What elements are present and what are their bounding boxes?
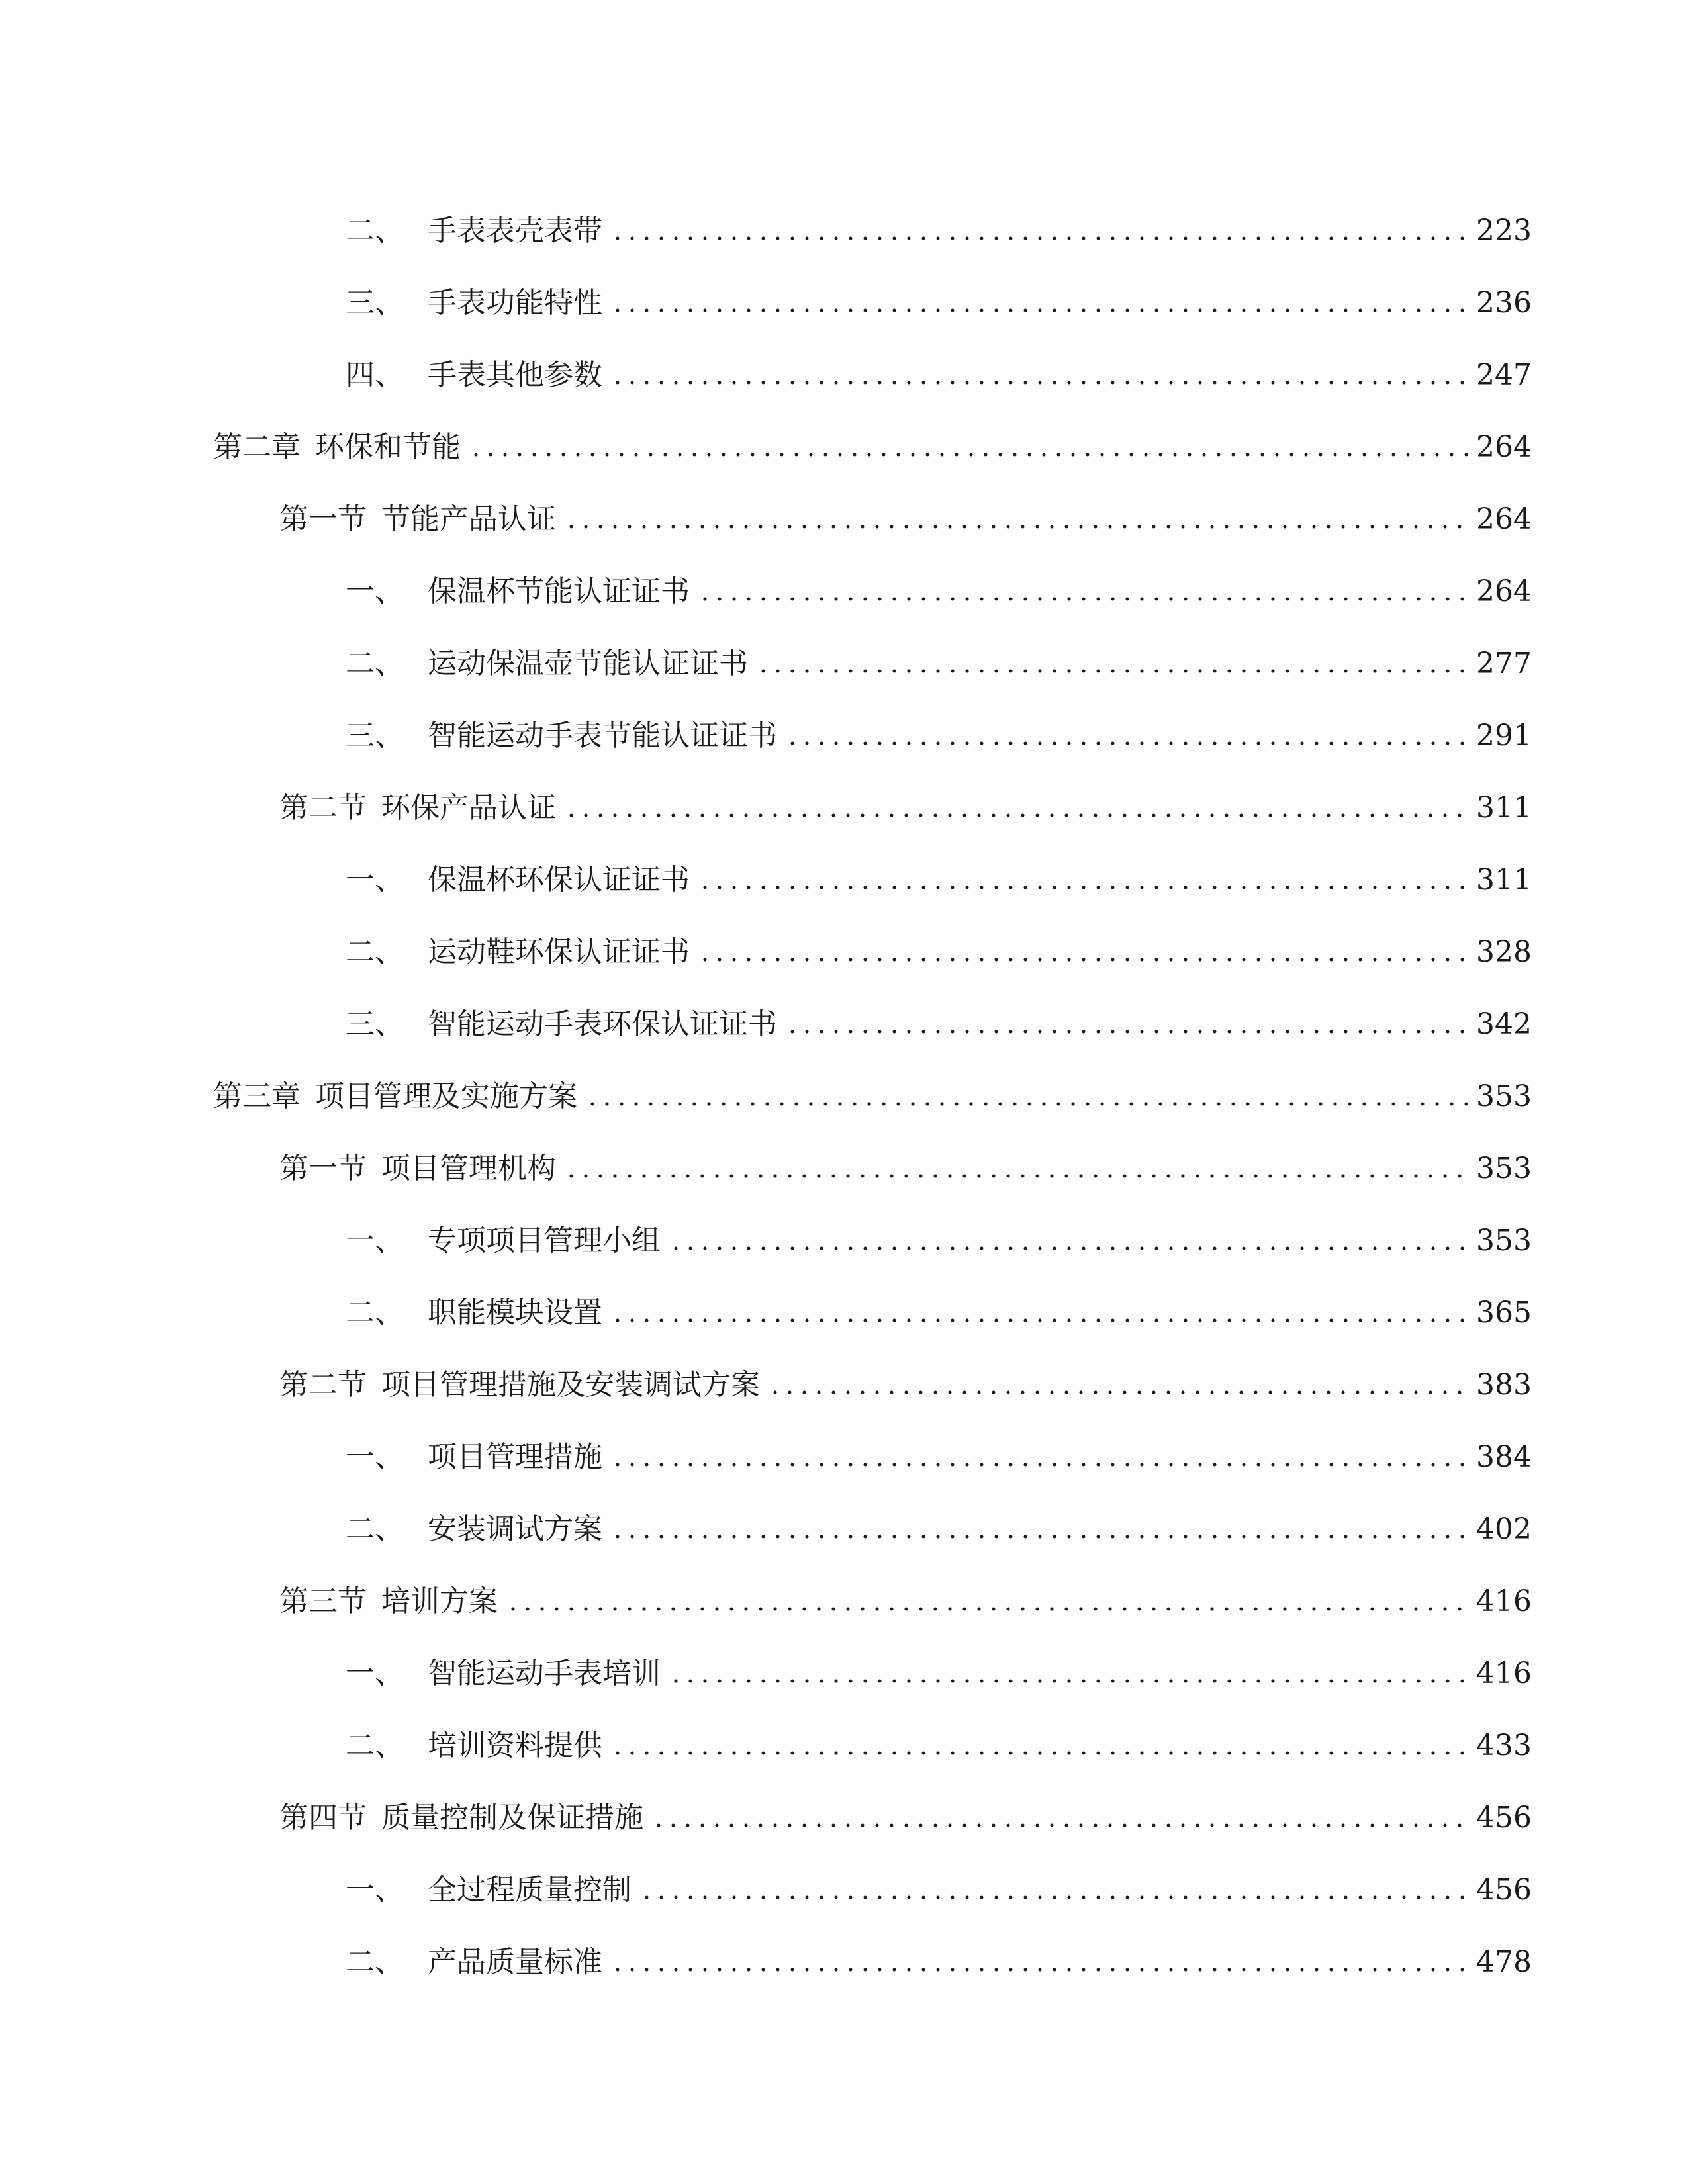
- toc-entry-page-number: 311: [1476, 862, 1532, 897]
- toc-entry-page-number: 247: [1476, 357, 1532, 392]
- toc-entry-number: 一、: [346, 1656, 404, 1690]
- toc-entry-title: 环保产品认证: [381, 790, 556, 825]
- toc-entry-page-number: 342: [1476, 1007, 1532, 1041]
- toc-entry-heading: [346, 1656, 661, 1690]
- toc-entry-heading: [346, 1728, 602, 1762]
- toc-entry-number: 二、: [346, 213, 404, 248]
- toc-entry-heading: [346, 1944, 602, 1979]
- toc-dot-leader: [584, 1082, 1471, 1111]
- toc-entry-number: 二、: [346, 1295, 404, 1330]
- toc-dot-leader: [563, 505, 1471, 534]
- toc-entry-title: 全过程质量控制: [428, 1872, 632, 1907]
- toc-dot-leader: [609, 1948, 1471, 1977]
- toc-entry-number: 第二章: [213, 430, 301, 464]
- toc-entry-page-number: 456: [1476, 1800, 1532, 1835]
- toc-entry-page-number: 433: [1476, 1728, 1532, 1762]
- toc-entry-number: 一、: [346, 1439, 404, 1474]
- toc-entry-title: 保温杯环保认证证书: [428, 862, 690, 897]
- toc-entry-item[interactable]: [0, 1421, 1688, 1493]
- toc-entry-page-number: 291: [1476, 718, 1532, 752]
- toc-entry-page-number: 365: [1476, 1295, 1532, 1330]
- toc-entry-page-number: 264: [1476, 502, 1532, 536]
- toc-entry-heading: [279, 1367, 760, 1402]
- toc-dot-leader: [696, 938, 1471, 967]
- toc-entry-section[interactable]: [0, 772, 1688, 844]
- toc-entry-heading: [346, 1223, 661, 1257]
- toc-dot-leader: [609, 1443, 1471, 1472]
- toc-entry-section[interactable]: [0, 1132, 1688, 1205]
- toc-entry-item[interactable]: [0, 1709, 1688, 1782]
- toc-entry-heading: [346, 285, 602, 320]
- toc-entry-heading: [279, 790, 556, 825]
- toc-dot-leader: [609, 1515, 1471, 1544]
- toc-entry-heading: [279, 502, 556, 536]
- toc-entry-heading: [279, 1800, 643, 1835]
- toc-entry-number: 二、: [346, 1944, 404, 1979]
- toc-entry-item[interactable]: [0, 916, 1688, 988]
- toc-entry-number: 二、: [346, 646, 404, 680]
- toc-entry-item[interactable]: [0, 1277, 1688, 1349]
- toc-entry-section[interactable]: [0, 1782, 1688, 1854]
- toc-dot-leader: [667, 1659, 1471, 1688]
- toc-entry-section[interactable]: [0, 483, 1688, 555]
- toc-dot-leader: [784, 1010, 1471, 1039]
- toc-entry-page-number: 353: [1476, 1223, 1532, 1257]
- toc-entry-item[interactable]: [0, 700, 1688, 772]
- toc-entry-heading: [346, 213, 602, 248]
- toc-entry-number: 二、: [346, 1728, 404, 1762]
- toc-entry-page-number: 416: [1476, 1584, 1532, 1618]
- toc-entry-title: 产品质量标准: [428, 1944, 602, 1979]
- toc-entry-title: 环保和节能: [315, 430, 461, 464]
- toc-dot-leader: [609, 1298, 1471, 1328]
- toc-entry-heading: [279, 1151, 556, 1185]
- toc-dot-leader: [563, 794, 1471, 823]
- toc-entry-title: 质量控制及保证措施: [381, 1800, 643, 1835]
- toc-entry-item[interactable]: [0, 339, 1688, 411]
- toc-entry-number: 一、: [346, 574, 404, 608]
- toc-entry-title: 保温杯节能认证证书: [428, 574, 690, 608]
- toc-entry-number: 三、: [346, 718, 404, 752]
- toc-entry-item[interactable]: [0, 1493, 1688, 1565]
- toc-entry-page-number: 478: [1476, 1944, 1532, 1979]
- toc-entry-heading: [346, 934, 690, 969]
- toc-entry-number: 第三章: [213, 1079, 301, 1113]
- toc-entry-title: 运动保温壶节能认证证书: [428, 646, 748, 680]
- toc-dot-leader: [650, 1803, 1471, 1833]
- toc-entry-heading: [346, 862, 690, 897]
- toc-entry-heading: [346, 357, 602, 392]
- toc-entry-title: 项目管理措施: [428, 1439, 602, 1474]
- toc-dot-leader: [755, 649, 1471, 678]
- toc-entry-item[interactable]: [0, 1205, 1688, 1277]
- toc-dot-leader: [609, 289, 1471, 318]
- toc-entry-chapter[interactable]: [0, 1060, 1688, 1132]
- toc-entry-page-number: 328: [1476, 934, 1532, 969]
- toc-entry-item[interactable]: [0, 195, 1688, 267]
- toc-entry-number: 第二节: [279, 790, 367, 825]
- toc-dot-leader: [504, 1587, 1471, 1616]
- toc-entry-heading: [346, 1007, 777, 1041]
- toc-entry-title: 项目管理机构: [381, 1151, 556, 1185]
- toc-entry-section[interactable]: [0, 1565, 1688, 1637]
- toc-entry-title: 培训方案: [381, 1584, 498, 1618]
- toc-entry-item[interactable]: [0, 844, 1688, 916]
- toc-entry-heading: [213, 430, 461, 464]
- toc-dot-leader: [696, 866, 1471, 895]
- toc-entry-number: 第三节: [279, 1584, 367, 1618]
- table-of-contents: [0, 195, 1688, 1998]
- toc-dot-leader: [467, 433, 1471, 462]
- toc-entry-page-number: 264: [1476, 430, 1532, 464]
- toc-entry-heading: [279, 1584, 498, 1618]
- toc-entry-item[interactable]: [0, 988, 1688, 1060]
- toc-dot-leader: [767, 1371, 1471, 1400]
- toc-dot-leader: [609, 1731, 1471, 1760]
- toc-entry-heading: [346, 1439, 602, 1474]
- toc-entry-number: 第二节: [279, 1367, 367, 1402]
- toc-entry-heading: [346, 1872, 632, 1907]
- toc-entry-item[interactable]: [0, 627, 1688, 700]
- toc-dot-leader: [667, 1226, 1471, 1255]
- toc-entry-title: 智能运动手表环保认证证书: [428, 1007, 777, 1041]
- toc-entry-number: 四、: [346, 357, 404, 392]
- toc-entry-title: 手表其他参数: [428, 357, 602, 392]
- toc-entry-item[interactable]: [0, 1854, 1688, 1926]
- toc-dot-leader: [609, 216, 1471, 246]
- toc-entry-number: 第一节: [279, 502, 367, 536]
- toc-dot-leader: [696, 577, 1471, 606]
- toc-entry-chapter[interactable]: [0, 411, 1688, 483]
- toc-entry-number: 三、: [346, 285, 404, 320]
- toc-entry-title: 培训资料提供: [428, 1728, 602, 1762]
- toc-entry-heading: [213, 1079, 577, 1113]
- toc-entry-page-number: 456: [1476, 1872, 1532, 1907]
- toc-entry-title: 手表功能特性: [428, 285, 602, 320]
- toc-entry-number: 二、: [346, 1512, 404, 1546]
- toc-entry-title: 智能运动手表节能认证证书: [428, 718, 777, 752]
- toc-entry-number: 一、: [346, 1223, 404, 1257]
- toc-entry-title: 运动鞋环保认证证书: [428, 934, 690, 969]
- toc-entry-title: 专项项目管理小组: [428, 1223, 661, 1257]
- toc-entry-item[interactable]: [0, 555, 1688, 627]
- toc-entry-title: 节能产品认证: [381, 502, 556, 536]
- toc-entry-heading: [346, 718, 777, 752]
- toc-entry-number: 一、: [346, 862, 404, 897]
- toc-entry-title: 项目管理措施及安装调试方案: [381, 1367, 760, 1402]
- toc-entry-page-number: 264: [1476, 574, 1532, 608]
- toc-entry-title: 职能模块设置: [428, 1295, 602, 1330]
- toc-entry-number: 第一节: [279, 1151, 367, 1185]
- toc-entry-title: 手表表壳表带: [428, 213, 602, 248]
- toc-entry-page-number: 416: [1476, 1656, 1532, 1690]
- toc-dot-leader: [638, 1876, 1471, 1905]
- toc-entry-number: 一、: [346, 1872, 404, 1907]
- toc-entry-page-number: 384: [1476, 1439, 1532, 1474]
- toc-entry-page-number: 353: [1476, 1079, 1532, 1113]
- toc-entry-number: 二、: [346, 934, 404, 969]
- toc-entry-heading: [346, 1295, 602, 1330]
- toc-entry-page-number: 311: [1476, 790, 1532, 825]
- toc-entry-title: 项目管理及实施方案: [315, 1079, 577, 1113]
- toc-entry-page-number: 402: [1476, 1512, 1532, 1546]
- toc-entry-item[interactable]: [0, 267, 1688, 339]
- toc-entry-number: 三、: [346, 1007, 404, 1041]
- toc-entry-section[interactable]: [0, 1349, 1688, 1421]
- toc-entry-page-number: 383: [1476, 1367, 1532, 1402]
- toc-entry-heading: [346, 574, 690, 608]
- toc-entry-title: 安装调试方案: [428, 1512, 602, 1546]
- toc-entry-heading: [346, 646, 748, 680]
- toc-entry-heading: [346, 1512, 602, 1546]
- toc-entry-number: 第四节: [279, 1800, 367, 1835]
- toc-entry-item[interactable]: [0, 1926, 1688, 1998]
- toc-dot-leader: [609, 361, 1471, 390]
- toc-entry-page-number: 353: [1476, 1151, 1532, 1185]
- toc-dot-leader: [784, 721, 1471, 751]
- toc-entry-title: 智能运动手表培训: [428, 1656, 661, 1690]
- toc-entry-item[interactable]: [0, 1637, 1688, 1709]
- toc-entry-page-number: 223: [1476, 213, 1532, 248]
- toc-dot-leader: [563, 1154, 1471, 1183]
- toc-entry-page-number: 236: [1476, 285, 1532, 320]
- toc-entry-page-number: 277: [1476, 646, 1532, 680]
